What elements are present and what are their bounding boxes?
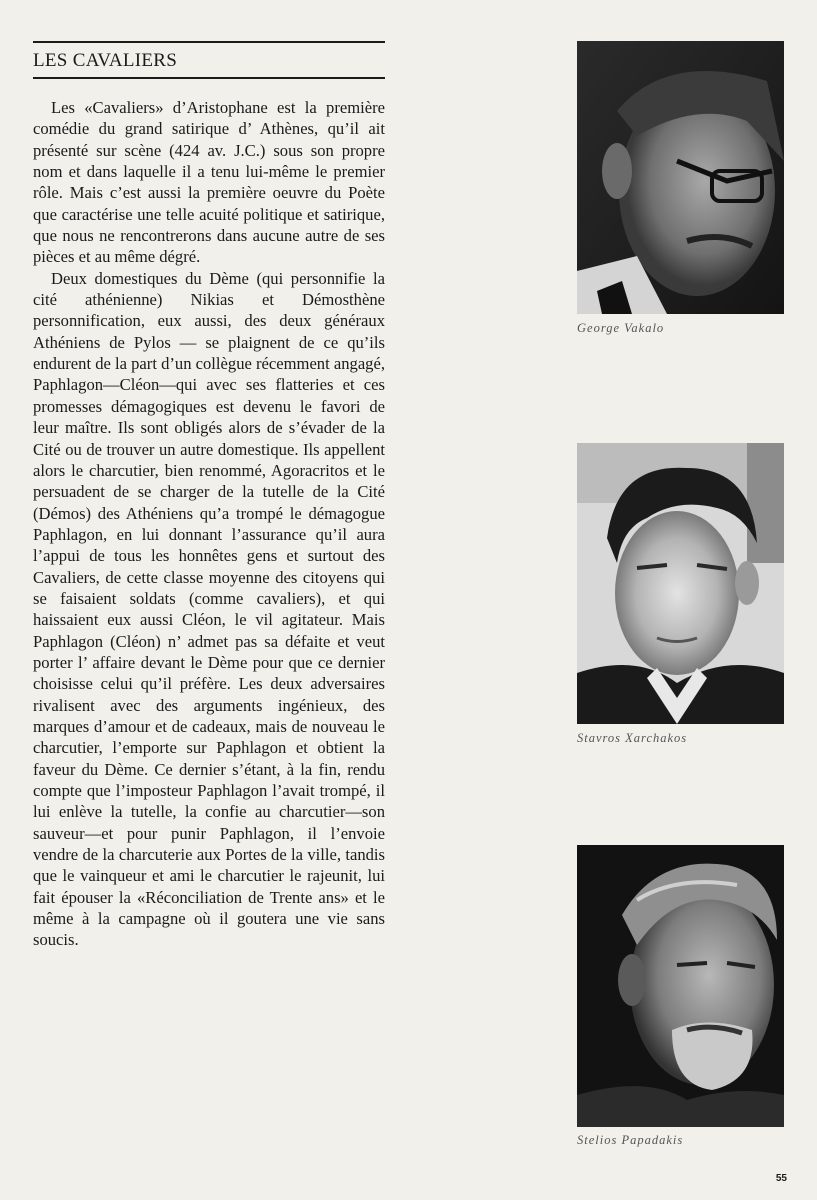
portrait-caption-2: Stavros Xarchakos [577, 731, 688, 745]
section-heading: LES CAVALIERS [33, 50, 178, 71]
article-paragraph-2: Deux domestiques du Dème (qui personnifie la cité athénienne) Nikias et Démosthène personnification, eux aussi, des deux généraux Athéniens de Pylos — se plaignent de ce qu’ils endurent de la part d’un collègue récemment angagé, Paphlagon—Cléon—qui avec ses flatteries et ces promesses démagogiques est devenu le favori de leur maître. Ils sont obligés alors de s’évader de la Cité ou de trouver un autre domestique. Ils appellent alors le charcutier, bien renommé, Agoracritos et le persuadent de se charger de la tutelle de la Cité (Démos) des Athéniens qu’a trompé le démagogue Paphlagon, en lui donnant l’assurance qu’il aura l’appui de tous les honnêtes gens et surtout des Cavaliers, de cette classe moyenne des citoyens qui se faisaient soldats (comme cavaliers), et qui haissaient eux aussi Cléon, le vil agitateur. Mais Paphlagon (Cléon) n’ admet pas sa défaite et veut porter l’ affaire devant le Dème pour que ce dernier choisisse celui qu’il préfère. Les deux adversaires rivalisent avec des arguments ingénieux, des marques d’amour et de cadeaux, mais de nouveau le charcutier, l’emporte sur Paphlagon et obtient la faveur du Dème. Ce dernier s’étant, à la fin, rendu compte que l’imposteur Paphlagon l’avait trompé, il lui enlève la tutelle, la confie au charcutier—son sauveur—et pour punir Paphlagon, il l’envoie vendre de la charcuterie aux Portes de la ville, tandis que le vainqueur et ami le charcutier le rajeunit, lui fait épouser la «Réconciliation de Trente ans» et le même à la campagne où il goutera une vie sans soucis. [33, 268, 385, 950]
portrait-caption-3: Stelios Papadakis [577, 1133, 684, 1147]
portrait-caption-1: George Vakalo [577, 321, 665, 335]
portrait-photo-stelios-papadakis [577, 845, 784, 1127]
article-body [33, 97, 385, 951]
portrait-photo-stavros-xarchakos [577, 443, 784, 724]
section-heading-block [33, 41, 385, 79]
page-number: 55 [775, 1173, 787, 1184]
article-paragraph-1: Les «Cavaliers» d’Aristophane est la première comédie du grand satirique d’ Athènes, qu’il ait présenté sur scène (424 av. J.C.) sous son propre nom et dans laquelle il a tenu lui-même le premier rôle. Mais c’est aussi la première oeuvre du Poète que caractérise une telle acuité politique et satirique, que nous ne rencontrerons dans aucune autre de ses pièces et au même dégré. [33, 98, 385, 267]
portrait-photo-george-vakalo [577, 41, 784, 314]
